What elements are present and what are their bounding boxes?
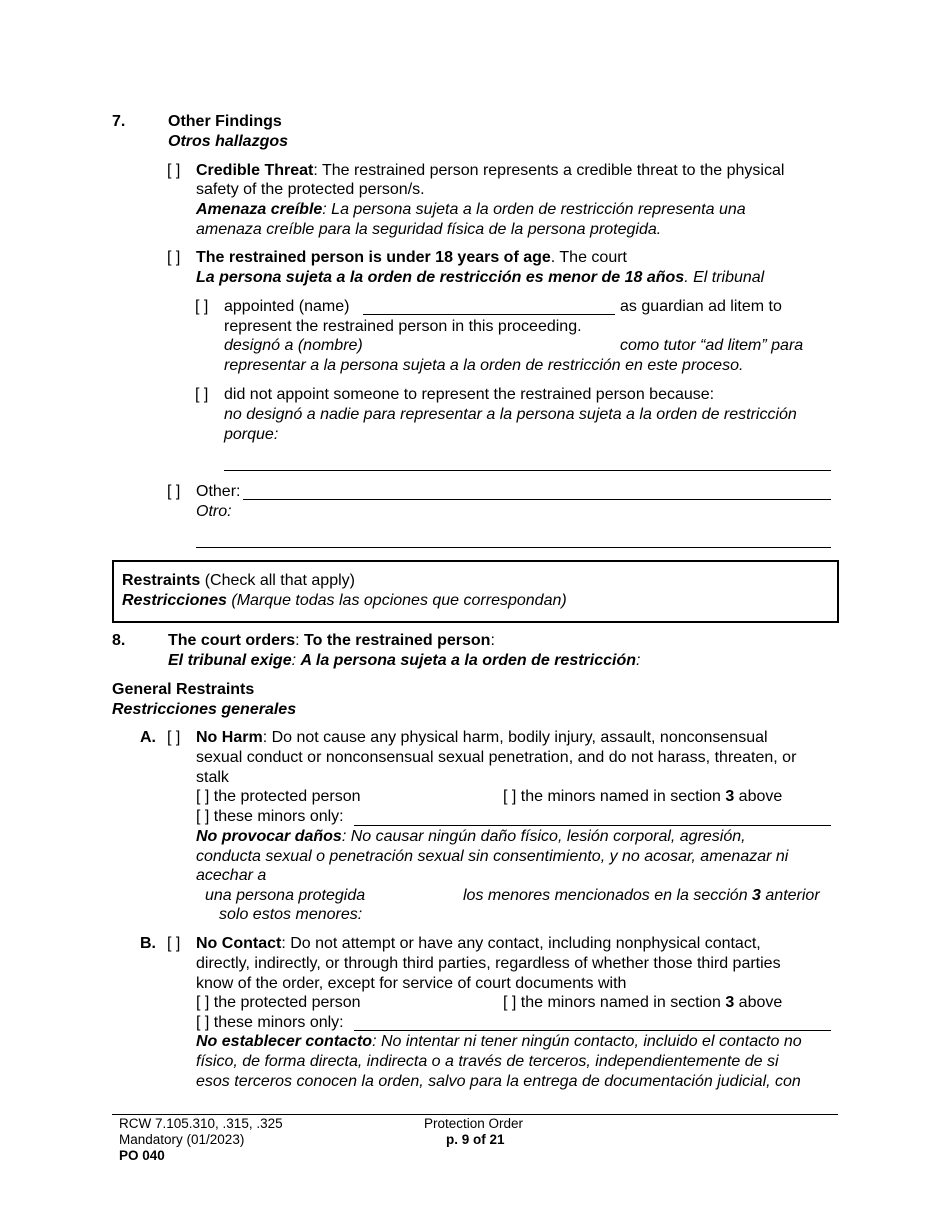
item-a-letter: A. <box>140 729 156 746</box>
credible-threat-checkbox[interactable]: [ ] <box>167 162 181 179</box>
credible-threat-text-es-2: amenaza creíble para la seguridad física de la persona protegida. <box>196 221 662 238</box>
other-label: Other: <box>196 483 241 500</box>
footer-mandatory: Mandatory (01/2023) <box>119 1132 245 1147</box>
appointed-text-2: represent the restrained person in this proceeding. <box>224 318 582 335</box>
footer-page-number: p. 9 of 21 <box>446 1132 505 1147</box>
section-8-title: The court orders: To the restrained person: <box>168 632 495 649</box>
no-harm-text-es-3: acechar a <box>196 867 267 884</box>
no-harm-text-es-2: conducta sexual o penetración sexual sin consentimiento, y no acosar, amenazar ni <box>196 848 789 865</box>
no-contact-text-3: know of the order, except for service of court documents with <box>196 975 627 992</box>
no-harm-minors-field[interactable] <box>354 825 831 826</box>
section-8-title-es: El tribunal exige: A la persona sujeta a la orden de restricción: <box>168 652 641 669</box>
appointed-text-after: as guardian ad litem to <box>620 298 782 315</box>
no-contact-text-2: directly, indirectly, or through third parties, regardless of whether those third parties <box>196 955 781 972</box>
footer-form-number: PO 040 <box>119 1148 165 1163</box>
not-appointed-text-es-2: porque: <box>224 426 279 443</box>
credible-threat-text-2: safety of the protected person/s. <box>196 181 425 198</box>
other-checkbox[interactable]: [ ] <box>167 483 181 500</box>
under-18-text: The restrained person is under 18 years of age. The court <box>196 249 627 266</box>
no-harm-minors-section-3-option[interactable]: [ ] the minors named in section 3 above <box>503 788 783 805</box>
section-8-number: 8. <box>112 632 126 649</box>
no-contact-minors-field[interactable] <box>354 1030 831 1031</box>
no-harm-protected-person-es: una persona protegida <box>205 887 366 904</box>
footer-title: Protection Order <box>424 1116 524 1131</box>
no-contact-text-es-2: físico, de forma directa, indirecta o a través de terceros, independientemente de si <box>196 1053 779 1070</box>
no-harm-minors-section-3-es: los menores mencionados en la sección 3 anterior <box>463 887 820 904</box>
not-appointed-text: did not appoint someone to represent the restrained person because: <box>224 386 715 403</box>
reason-field[interactable] <box>224 470 831 471</box>
no-harm-these-minors-es: solo estos menores: <box>219 906 363 923</box>
no-harm-checkbox[interactable]: [ ] <box>167 729 181 746</box>
section-7-title-es: Otros hallazgos <box>168 133 289 150</box>
no-harm-text-2: sexual conduct or nonconsensual sexual penetration, and do not harass, threaten, or <box>196 749 797 766</box>
no-contact-minors-section-3-option[interactable]: [ ] the minors named in section 3 above <box>503 994 783 1011</box>
credible-threat-text: Credible Threat: The restrained person represents a credible threat to the physical <box>196 162 785 179</box>
no-contact-checkbox[interactable]: [ ] <box>167 935 181 952</box>
no-harm-text-3: stalk <box>196 769 229 786</box>
item-b-letter: B. <box>140 935 156 952</box>
not-appointed-checkbox[interactable]: [ ] <box>195 386 209 403</box>
appointed-text: appointed (name) <box>224 298 350 315</box>
other-field-2[interactable] <box>196 547 831 548</box>
appointed-text-es-2: representar a la persona sujeta a la orden de restricción en este proceso. <box>224 357 744 374</box>
under-18-checkbox[interactable]: [ ] <box>167 249 181 266</box>
other-field[interactable] <box>243 499 831 500</box>
restraints-heading: Restraints (Check all that apply) <box>122 572 355 589</box>
credible-threat-text-es: Amenaza creíble: La persona sujeta a la orden de restricción representa una <box>196 201 746 218</box>
general-restraints-heading-es: Restricciones generales <box>112 701 297 718</box>
appointed-text-es-after: como tutor “ad litem” para <box>620 337 804 354</box>
under-18-text-es: La persona sujeta a la orden de restricción es menor de 18 años. El tribunal <box>196 269 765 286</box>
not-appointed-text-es: no designó a nadie para representar a la persona sujeta a la orden de restricción <box>224 406 797 423</box>
no-contact-these-minors-option[interactable]: [ ] these minors only: <box>196 1014 344 1031</box>
section-7-number: 7. <box>112 113 126 130</box>
no-contact-text-es-3: esos terceros conocen la orden, salvo para la entrega de documentación judicial, con <box>196 1073 801 1090</box>
footer-rcw: RCW 7.105.310, .315, .325 <box>119 1116 283 1131</box>
no-contact-text-es: No establecer contacto: No intentar ni tener ningún contacto, incluido el contacto no <box>196 1033 802 1050</box>
section-7-title: Other Findings <box>168 113 282 130</box>
restraints-heading-es: Restricciones (Marque todas las opciones que correspondan) <box>122 592 567 609</box>
no-harm-these-minors-option[interactable]: [ ] these minors only: <box>196 808 344 825</box>
no-harm-text: No Harm: Do not cause any physical harm, bodily injury, assault, nonconsensual <box>196 729 768 746</box>
no-contact-text: No Contact: Do not attempt or have any contact, including nonphysical contact, <box>196 935 761 952</box>
guardian-name-field[interactable] <box>363 314 615 315</box>
no-harm-text-es: No provocar daños: No causar ningún daño físico, lesión corporal, agresión, <box>196 828 746 845</box>
no-contact-protected-person-option[interactable]: [ ] the protected person <box>196 994 361 1011</box>
appointed-text-es: designó a (nombre) <box>224 337 363 354</box>
appointed-checkbox[interactable]: [ ] <box>195 298 209 315</box>
other-label-es: Otro: <box>196 503 232 520</box>
general-restraints-heading: General Restraints <box>112 681 255 698</box>
no-harm-protected-person-option[interactable]: [ ] the protected person <box>196 788 361 805</box>
